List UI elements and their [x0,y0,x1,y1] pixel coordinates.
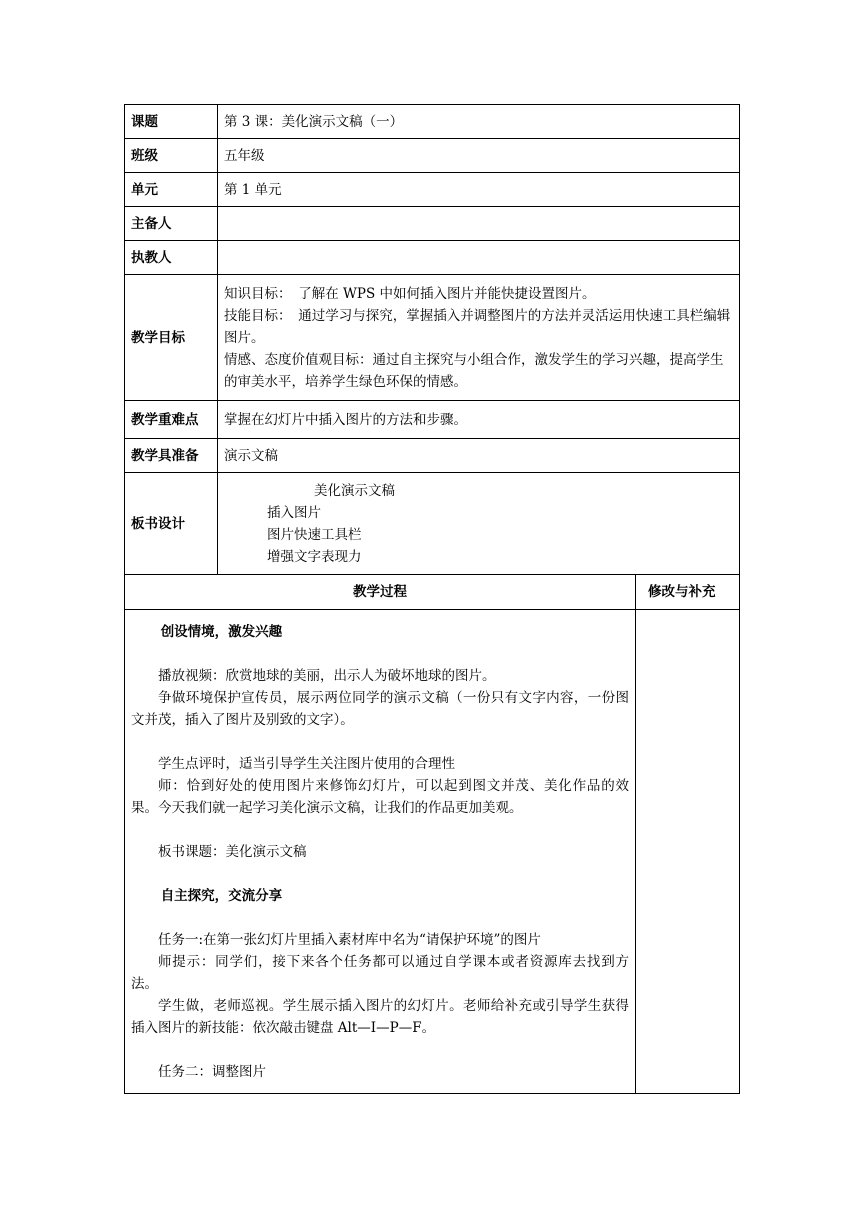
blank-line [131,643,629,665]
section-heading: 创设情境，激发兴趣 [160,623,283,640]
row-process-body [125,610,740,1094]
board-item: 图片快速工具栏 [267,526,362,543]
row-preparer [125,207,740,241]
blank-line [131,1039,629,1061]
emotion-goal: 情感、态度价值观目标：通过自主探究与小组合作，激发学生的学习兴趣，提高学生的审美水平，培养学生绿色环保的情感。 [224,351,724,390]
topic-value: 第 3 课：美化演示文稿（一） [218,105,740,139]
paragraph: 任务二：调整图片 [158,1063,266,1080]
preparer-value [218,207,740,241]
paragraph: 播放视频：欣赏地球的美丽，出示人为破坏地球的图片。 [158,667,496,684]
teacher-value [218,241,740,275]
row-teacher [125,241,740,275]
board-item: 增强文字表现力 [267,548,362,565]
paragraph: 争做环境保护宣传员，展示两位同学的演示文稿（一份只有文字内容，一份图文并茂，插入了图片及别致的文字）。 [131,689,629,728]
row-goals [125,275,740,401]
key-points-value: 掌握在幻灯片中插入图片的方法和步骤。 [218,401,740,439]
row-class [125,139,740,173]
row-topic [125,105,740,139]
paragraph: 任务一:在第一张幻灯片里插入素材库中名为“请保护环境”的图片 [158,931,541,948]
lesson-plan-table [124,104,740,1094]
skill-goal: 技能目标： 通过学习与探究，掌握插入并调整图片的方法并灵活运用快速工具栏编辑图片。 [224,307,731,346]
class-value: 五年级 [218,139,740,173]
paragraph: 学生做，老师巡视。学生展示插入图片的幻灯片。老师给补充或引导学生获得插入图片的新技能：依次敲击键盘 Alt—I—P—F。 [131,997,629,1036]
board-content [218,473,740,575]
blank-line [131,907,629,929]
row-unit [125,173,740,207]
board-label: 板书设计 [125,473,218,575]
process-content [125,610,636,1094]
board-item: 插入图片 [267,504,321,521]
paragraph: 师：恰到好处的使用图片来修饰幻灯片，可以起到图文并茂、美化作品的效果。今天我们就一起学习美化演示文稿，让我们的作品更加美观。 [131,777,629,816]
row-board [125,473,740,575]
paragraph: 学生点评时，适当引导学生关注图片使用的合理性 [158,755,455,772]
preparer-label: 主备人 [125,207,218,241]
goals-label: 教学目标 [125,275,218,401]
blank-line [131,731,629,753]
row-process-header [125,575,740,610]
key-points-label: 教学重难点 [125,401,218,439]
revision-content [636,610,740,1094]
knowledge-goal: 知识目标： 了解在 WPS 中如何插入图片并能快捷设置图片。 [224,285,596,302]
goals-content [218,275,740,401]
section-heading: 自主探究，交流分享 [160,887,283,904]
process-header: 教学过程 [125,575,636,610]
row-tools [125,439,740,473]
tools-value: 演示文稿 [218,439,740,473]
row-key-points [125,401,740,439]
blank-line [131,863,629,885]
paragraph: 板书课题：美化演示文稿 [158,843,307,860]
topic-label: 课题 [125,105,218,139]
teacher-label: 执教人 [125,241,218,275]
class-label: 班级 [125,139,218,173]
board-title: 美化演示文稿 [314,482,395,499]
unit-value: 第 1 单元 [218,173,740,207]
unit-label: 单元 [125,173,218,207]
revision-header: 修改与补充 [636,575,740,610]
tools-label: 教学具准备 [125,439,218,473]
blank-line [131,819,629,841]
paragraph: 师提示：同学们，接下来各个任务都可以通过自学课本或者资源库去找到方法。 [131,953,629,992]
